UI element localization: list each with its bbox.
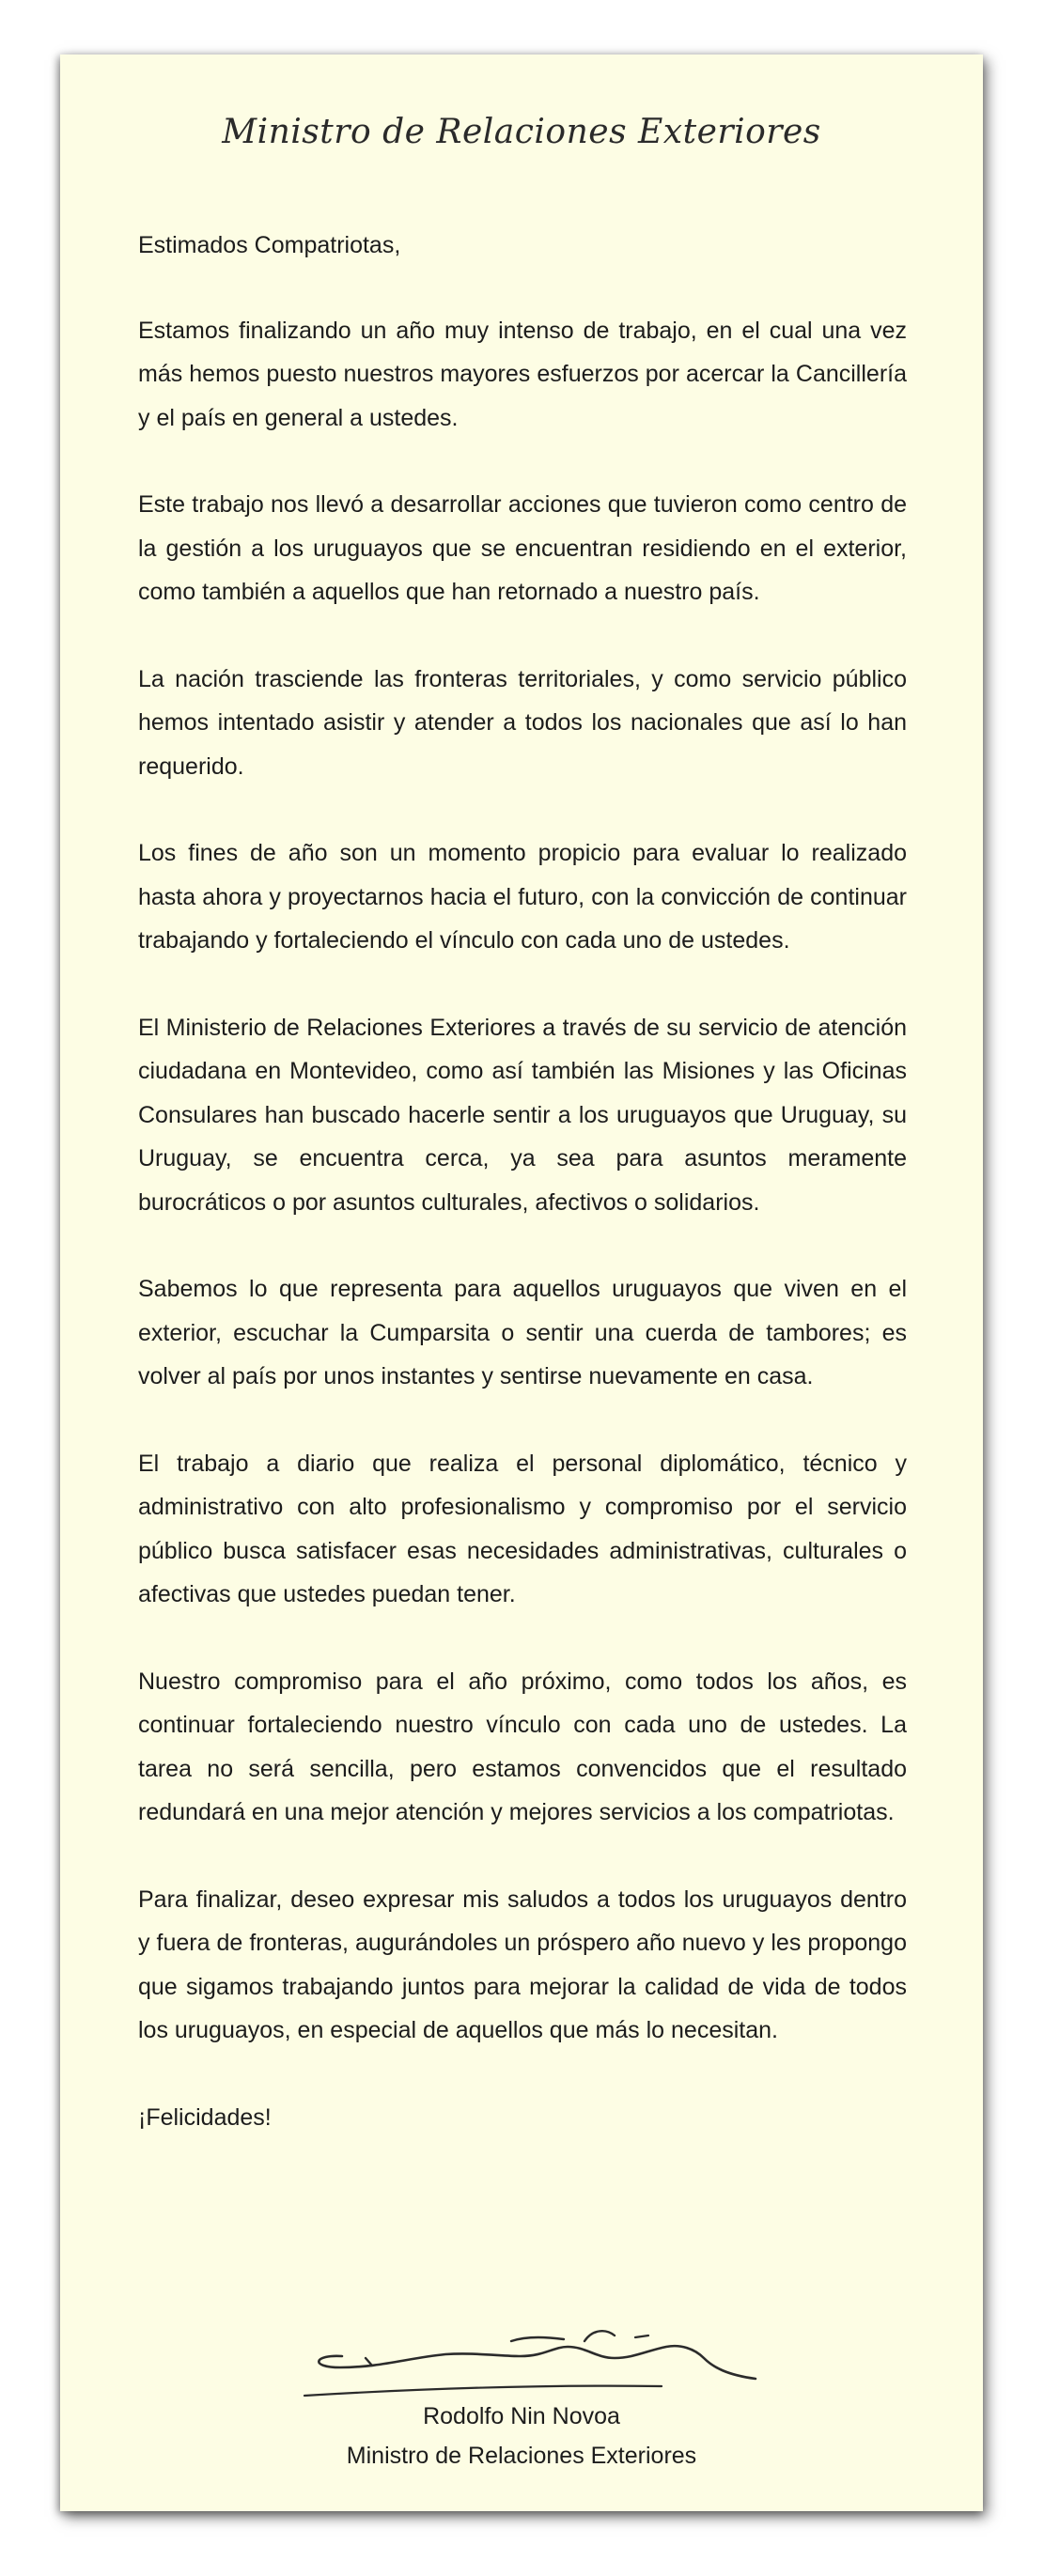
letter-body [138, 224, 907, 2139]
paragraph: El Ministerio de Relaciones Exteriores a través de su servicio de atención ciudadana en Montevideo, como así también las Misiones y las Oficinas Consulares han buscado hacerle sentir a los uruguayos que Uruguay, su Uruguay, se encuentra cerca, ya sea para asuntos meramente burocráticos o por asuntos culturales, afectivos o solidarios. [138, 1014, 907, 1216]
paragraph: Este trabajo nos llevó a desarrollar acciones que tuvieron como centro de la gestión a los uruguayos que se encuentran residiendo en el exterior, como también a aquellos que han retornado a nuestro país. [138, 491, 907, 605]
paragraph: Nuestro compromiso para el año próximo, como todos los años, es continuar fortaleciendo nuestro vínculo con cada uno de ustedes. La tarea no será sencilla, pero estamos convencidos que el resultado redundará en una mejor atención y mejores servicios a los compatriotas. [138, 1668, 907, 1825]
paragraph: El trabajo a diario que realiza el personal diplomático, técnico y administrativo con alto profesionalismo y compromiso por el servicio público busca satisfacer esas necesidades administrativas, culturales o afectivas que ustedes puedan tener. [138, 1450, 907, 1607]
handwritten-signature [286, 2309, 774, 2403]
closing: ¡Felicidades! [138, 2103, 272, 2131]
paragraph: Los fines de año son un momento propicio para evaluar lo realizado hasta ahora y proyectarnos hacia el futuro, con la convicción de continuar trabajando y fortaleciendo el vínculo con cada uno de ustedes. [138, 840, 907, 954]
paragraph: Para finalizar, deseo expresar mis saludos a todos los uruguayos dentro y fuera de fronteras, augurándoles un próspero año nuevo y les propongo que sigamos trabajando juntos para mejorar la calidad de vida de todos los uruguayos, en especial de aquellos que más lo necesitan. [138, 1885, 907, 2043]
signature-block [60, 2309, 983, 2478]
paragraph: Sabemos lo que representa para aquellos uruguayos que viven en el exterior, escuchar la Cumparsita o sentir una cuerda de tambores; es volver al país por unos instantes y sentirse nuevamente en casa. [138, 1276, 907, 1389]
salutation: Estimados Compatriotas, [138, 232, 401, 258]
signer-name: Rodolfo Nin Novoa [423, 2403, 620, 2429]
letterhead-title: Ministro de Relaciones Exteriores [222, 113, 821, 151]
paragraph: Estamos finalizando un año muy intenso de trabajo, en el cual una vez más hemos puesto nuestros mayores esfuerzos por acercar la Cancillería y el país en general a ustedes. [138, 317, 907, 431]
signer-title: Ministro de Relaciones Exteriores [346, 2443, 697, 2469]
paragraph: La nación trasciende las fronteras territoriales, y como servicio público hemos intentado asistir y atender a todos los nacionales que así lo han requerido. [138, 665, 907, 780]
letter-sheet [60, 54, 983, 2511]
